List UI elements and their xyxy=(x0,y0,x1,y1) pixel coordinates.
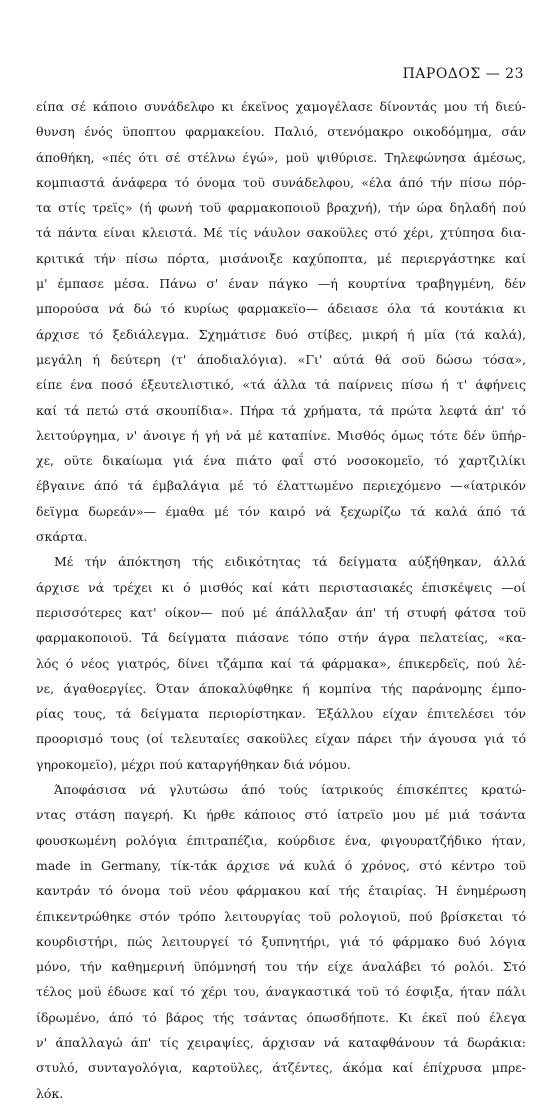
text-line: άρχισε νά τρέχει κι ό μισθός καί κάτι περιστασιακές έπισκέψεις —οί xyxy=(36,579,526,595)
text-line: τέλος μοϋ έδωσε καί τό χέρι του, άναγκαστικά τοϋ τό έσφιξα, ήταν πάλι xyxy=(36,984,526,1000)
text-line: χε, οϋτε δικαίωμα γιά ένα πιάτο φαΐ στό νοσοκομεϊο, τό χαρτζιλίκι xyxy=(36,453,526,469)
text-line: άρχισε τό ξεδιάλεγμα. Σχημάτισε δυό στίβες, μικρή ή μία (τά καλά), xyxy=(36,326,526,342)
text-line: μ' έμπασε μέσα. Πάνω σ' έναν πάγκο —ή κουρτίνα τραβηγμένη, δέν xyxy=(36,276,526,292)
text-line: φουσκωμένη ρολόγια έπιτραπέζια, κούρδισε ένα, φιγουρατζήδικο ήταν, xyxy=(36,832,526,848)
text-line: περισσότερες κατ' οίκον— πού μέ άπάλλαξαν άπ' τή στυφή φάτσα τοϋ xyxy=(36,604,526,620)
running-header: ΠΑΡΟΔΟΣ — 23 xyxy=(402,66,524,82)
text-line: τα στίς τρεϊς» (ή φωνή τοϋ φαρμακοποιοϋ βραχνή), τήν ώρα δηλαδή πού xyxy=(36,200,526,216)
text-line: ίδρωμένο, άπό τό βάρος τής τσάντας όπωσδήποτε. Κι έκεϊ πού έλεγα xyxy=(36,1009,526,1025)
text-line: είπε ένα ποσό έξευτελιστικό, «τά άλλα τά παίρνεις πίσω ή τ' άφήνεις xyxy=(36,377,526,393)
text-line: καί τά πετώ στά σκουπίδια». Πήρα τά χρήματα, τά πρώτα λεφτά άπ' τό xyxy=(36,402,526,418)
text-line: τά πάντα είναι κλειστά. Μέ τίς νάυλον σακοϋλες στό χέρι, χτύπησα δια- xyxy=(36,225,526,241)
text-line: προορισμό τους (οί τελευταίες σακοϋλες είχαν πάρει τήν άγουσα γιά τό xyxy=(36,731,526,747)
text-line: ν' άπαλλαγώ άπ' τίς χειραψίες, άρχισαν νά καταφθάνουν τά δωράκια: xyxy=(36,1034,526,1050)
text-line: νε, άγαθοεργίες. Όταν άποκαλύφθηκε ή κομπίνα τής παράνομης έμπο- xyxy=(36,680,526,696)
text-line: μεγάλη ή δεύτερη (τ' άποδιαλόγια). «Γι' αύτά θά σοϋ δώσω τόσα», xyxy=(36,351,526,367)
paragraph-start-line: Άποφάσισα νά γλυτώσω άπό τούς ίατρικούς έπισκέπτες κρατώ- xyxy=(54,782,526,798)
text-line: μόνο, τήν καθημερινή ϋπόμνησή του τήν είχε άναλάβει τό ρολόι. Στό xyxy=(36,959,526,975)
paragraph-end-line: γηροκομεϊο), μέχρι πού καταργήθηκαν διά νόμου. xyxy=(36,756,351,772)
text-line: λειτούργημα, ν' άνοιγε ή γή νά μέ καταπίνε. Μισθός όμως τότε δέν ϋπήρ- xyxy=(36,427,526,443)
text-line: δεϊγμα δωρεάν»— έμαθα μέ τόν καιρό νά ξεχωρίζω τά καλά άπό τά xyxy=(36,503,526,519)
text-line: κουρδιστήρι, πώς λειτουργεί τό ξυπνητήρι, γιά τό φάρμακο δυό λόγια xyxy=(36,933,526,949)
text-line: made in Germany, τίκ-τάκ άρχισε νά κυλά ό χρόνος, στό κέντρο τοϋ xyxy=(36,857,526,873)
body-text xyxy=(36,94,526,1106)
text-line: στυλό, συνταγολόγια, καρτοϋλες, άτζέντες, άκόμα καί έπίχρυσα μπρε- xyxy=(36,1060,526,1076)
text-line: λός ό νέος γιατρός, δίνει τζάμπα καί τά φάρμακα», έπικερδεϊς, πού λέ- xyxy=(36,655,526,671)
text-line: μπορούσα νά δώ τό κυρίως φαρμακεϊο— άδειασε όλα τά κουτάκια κι xyxy=(36,301,526,317)
text-line: κομπιαστά άνάφερα τό όνομα τοϋ συνάδελφου, «έλα άπό τήν πίσω πόρ- xyxy=(36,174,526,190)
text-line: έπικεντρώθηκε στόν τρόπο λειτουργίας τοϋ ρολογιοϋ, πού βρίσκεται τό xyxy=(36,908,526,924)
text-line: θυνση ένός ϋποπτου φαρμακείου. Παλιό, στενόμακρο οικοδόμημα, σάν xyxy=(36,124,526,140)
paragraph-start-line: Μέ τήν άπόκτηση τής ειδικότητας τά δείγματα αύξήθηκαν, άλλά xyxy=(54,554,526,570)
paragraph-end-line: λόκ. xyxy=(36,1085,64,1101)
text-line: φαρμακοποιοϋ. Τά δείγματα πιάσανε τόπο στήν άγρα πελατείας, «κα- xyxy=(36,630,526,646)
text-line: έβγαινε άπό τά έμβαλάγια μέ τό έλαττωμένο περιεχόμενο —«ίατρικόν xyxy=(36,478,526,494)
text-line: ντας στάση παγερή. Κι ήρθε κάποιος στό ίατρεϊο μου μέ μιά τσάντα xyxy=(36,807,526,823)
text-line: καντράν τό όνομα τοϋ νέου φάρμακου καί τής έταιρίας. Ή ένημέρωση xyxy=(36,883,526,899)
paragraph-end-line: σκάρτα. xyxy=(36,529,88,545)
text-line: είπα σέ κάποιο συνάδελφο κι έκεϊνος χαμογέλασε δίνοντάς μου τή διεύ- xyxy=(36,99,526,114)
text-line: άποθήκη, «πές ότι σέ στέλνω έγώ», μοϋ ψιθύρισε. Τηλεφώνησα άμέσως, xyxy=(36,149,526,165)
text-line: ρίας τους, τά δείγματα περιορίστηκαν. Έξάλλου είχαν έπιτελέσει τόν xyxy=(36,706,526,722)
text-line: κριτικά τήν πίσω πόρτα, μισάνοιξε καχύποπτα, μέ περιεργάστηκε καί xyxy=(36,250,526,266)
